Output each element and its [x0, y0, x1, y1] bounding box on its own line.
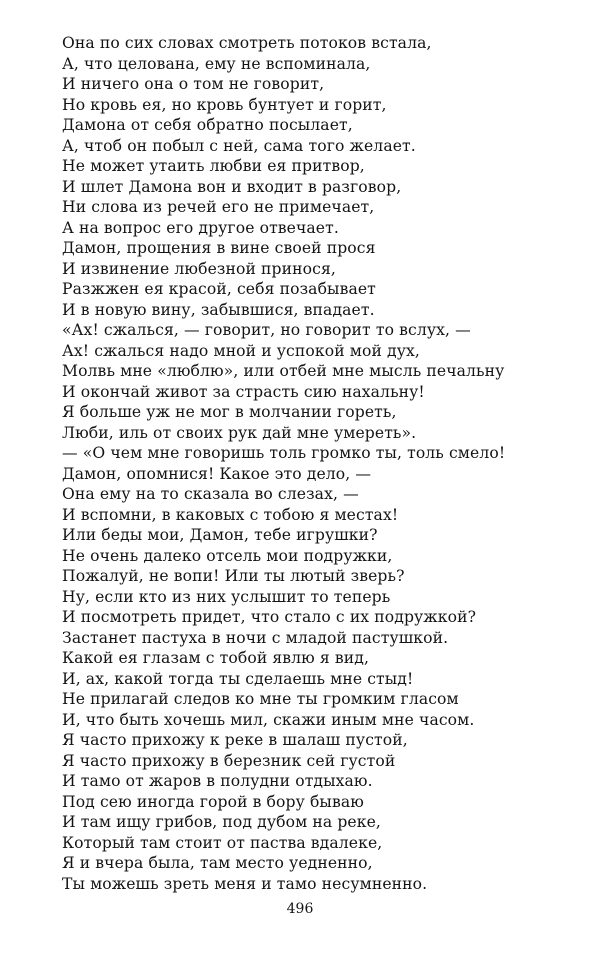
poem-line: Пожалуй, не вопи! Или ты лютый зверь? [62, 567, 405, 585]
poem-line: А, что целована, ему не вспоминала, [62, 54, 371, 73]
poem-line: А на вопрос его другое отвечает. [62, 218, 339, 237]
poem-line: Застанет пастуха в ночи с младой пастушкой. [62, 628, 449, 647]
poem-line: Который там стоит от паства вдалеке, [62, 833, 383, 852]
poem-line: А, чтоб он побыл с ней, сама того желает. [62, 136, 416, 155]
poem-line: Но кровь ея, но кровь бунтует и горит, [62, 95, 387, 114]
poem-line: И ничего она о том не говорит, [62, 75, 325, 93]
poem-line: Не очень далеко отсель мои подружки, [62, 546, 393, 565]
poem-line: — «О чем мне говоришь толь громко ты, толь смело! [62, 444, 506, 462]
poem-text [62, 33, 562, 894]
poem-line: Я и вчера была, там место уедненно, [62, 854, 373, 872]
poem-line: Какой ея глазам с тобой явлю я вид, [62, 649, 370, 667]
poem-line: Я больше уж не мог в молчании гореть, [62, 403, 397, 421]
poem-line: Разжжен ея красой, себя позабывает [62, 280, 376, 298]
poem-line: И окончай живот за страсть сию нахальну! [62, 382, 425, 401]
poem-line: Ну, если кто из них услышит то теперь [62, 587, 391, 606]
poem-line: Люби, иль от своих рук дай мне умереть». [62, 423, 417, 442]
poem-line: И вспомни, в каковых с тобою я местах! [62, 505, 399, 524]
poem-line: И шлет Дамона вон и входит в разговор, [62, 177, 402, 196]
poem-line: И, что быть хочешь мил, скажи иным мне часом. [62, 710, 475, 729]
poem-line: Молвь мне «люблю», или отбей мне мысль печальну [62, 362, 505, 380]
poem-line: Ты можешь зреть меня и тамо несумненно. [62, 874, 428, 893]
poem-line: Дамона от себя обратно посылает, [62, 116, 353, 134]
poem-line: «Ах! сжалься, — говорит, но говорит то вслух, — [62, 321, 471, 339]
poem-line: И тамо от жаров в полудни отдыхаю. [62, 772, 373, 790]
poem-line: Не может утаить любви ея притвор, [62, 157, 365, 175]
poem-line: Не прилагай следов ко мне ты громким гласом [62, 690, 459, 708]
poem-line: И там ищу грибов, под дубом на реке, [62, 813, 381, 831]
poem-line: Дамон, опомнися! Какое это дело, — [62, 464, 372, 483]
poem-line: Или беды мои, Дамон, тебе игрушки? [62, 526, 378, 544]
page-number: 496 [286, 901, 314, 917]
poem-line: И в новую вину, забывшися, впадает. [62, 300, 375, 319]
poem-line: Под сею иногда горой в бору бываю [62, 792, 364, 811]
poem-line: И посмотреть придет, что стало с их подружкой? [62, 608, 477, 626]
poem-line: И, ах, какой тогда ты сделаешь мне стыд! [62, 669, 414, 688]
poem-line: Дамон, прощения в вине своей прося [62, 239, 376, 257]
poem-line: И извинение любезной принося, [62, 259, 336, 278]
poem-line: Я часто прихожу к реке в шалаш пустой, [62, 731, 408, 749]
poem-line: Я часто прихожу в березник сей густой [62, 751, 396, 770]
poem-line: Ах! сжалься надо мной и успокой мой дух, [62, 341, 420, 360]
poem-line: Она по сих словах смотреть потоков встала, [62, 34, 432, 52]
poem-line: Она ему на то сказала во слезах, — [62, 485, 359, 503]
poem-line: Ни слова из речей его не примечает, [62, 198, 375, 216]
